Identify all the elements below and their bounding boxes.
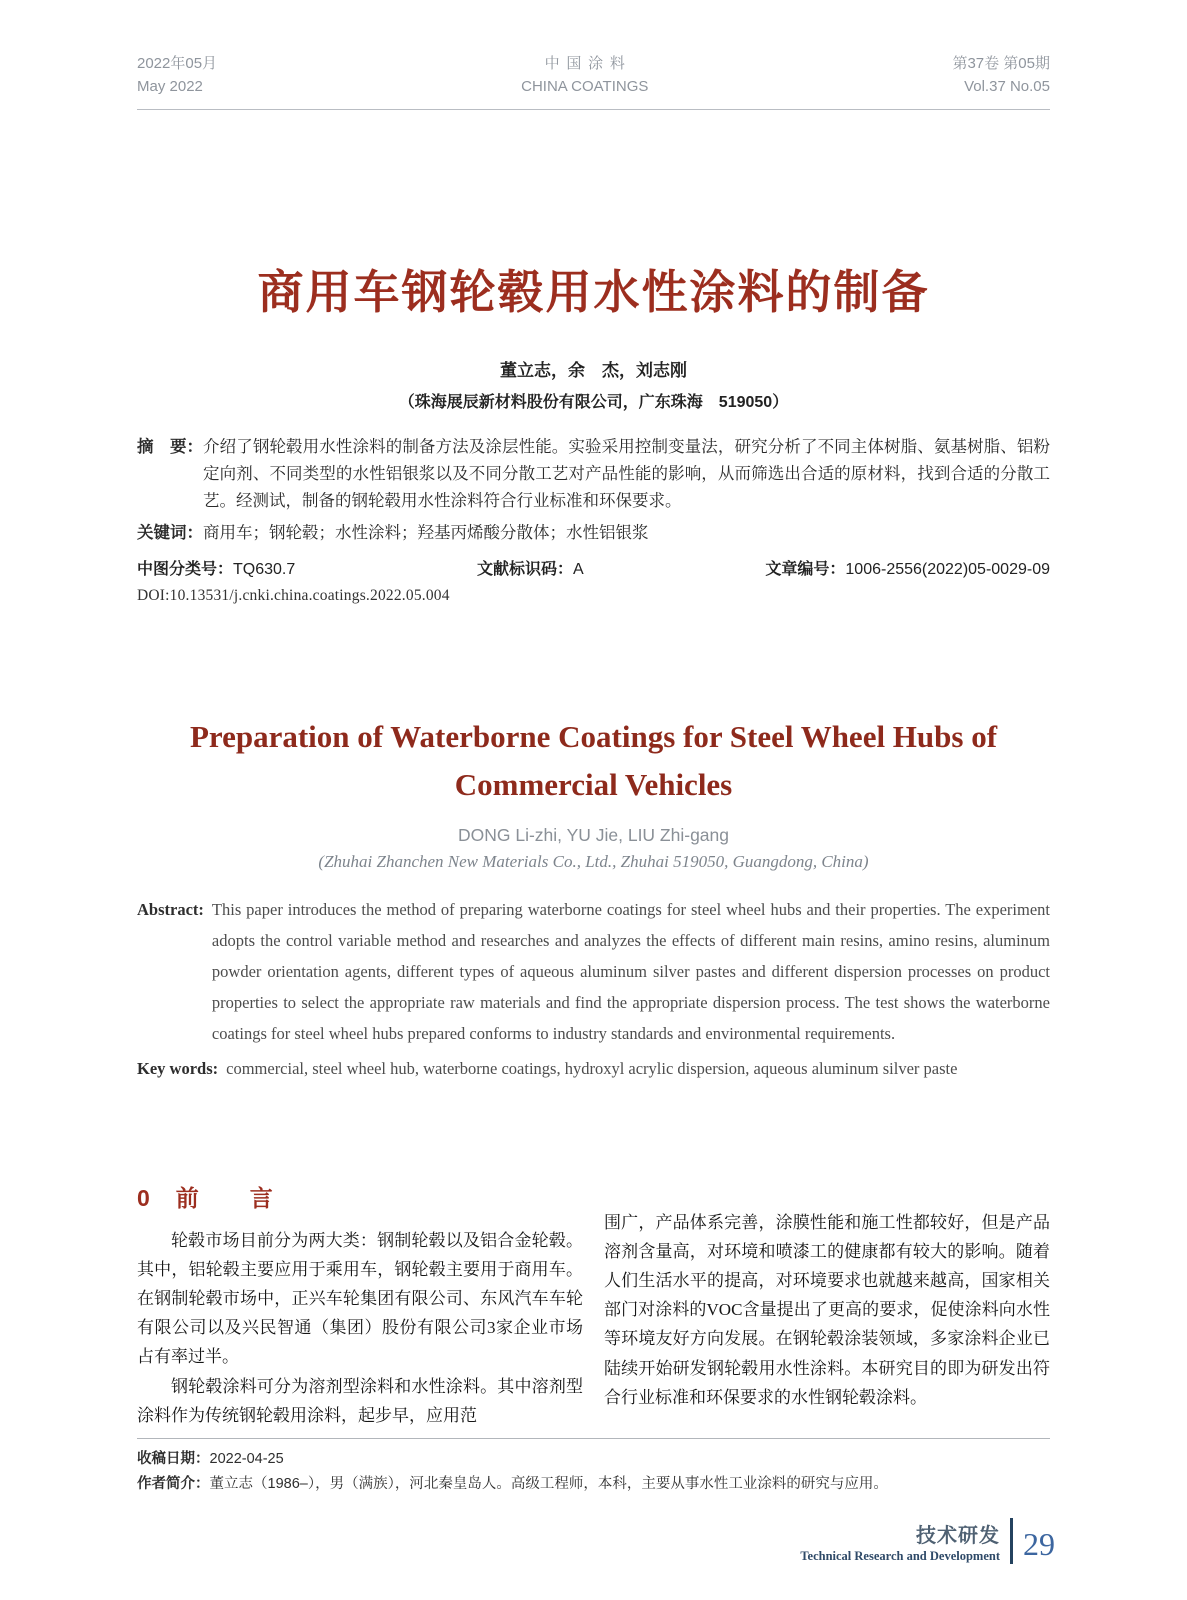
author-bio-label: 作者简介： (137, 1475, 210, 1492)
header-date-en: May 2022 (137, 78, 203, 96)
article-id-label: 文章编号： (765, 561, 846, 578)
clc-label: 中图分类号： (137, 561, 234, 578)
received-date (137, 1447, 1050, 1472)
doc-code (477, 556, 584, 579)
keywords-cn-label: 关键词： (137, 523, 203, 542)
journal-name-en: CHINA COATINGS (521, 78, 649, 96)
keywords-en (137, 1053, 1050, 1084)
doc-code-label: 文献标识码： (476, 561, 573, 578)
author-bio-value: 董立志（1986–），男（满族），河北秦皇岛人。高级工程师，本科，主要从事水性工业涂料的研究与应用。 (209, 1475, 888, 1492)
abstract-en (137, 894, 1050, 1049)
body-paragraph: 轮毂市场目前分为两大类：钢制轮毂以及铝合金轮毂。其中，铝轮毂主要应用于乘用车，钢轮毂主要用于商用车。在钢制轮毂市场中，正兴车轮集团有限公司、东风汽车车轮有限公司以及兴民智通（集团）股份有限公司3家企业市场占有率过半。 (137, 1231, 583, 1367)
footer-divider (1010, 1518, 1013, 1564)
body-paragraph: 围广，产品体系完善，涂膜性能和施工性都较好，但是产品溶剂含量高，对环境和喷漆工的健康都有较大的影响。随着人们生活水平的提高，对环境要求也就越来越高，国家相关部门对涂料的VOC含量提出了更高的要求，促使涂料向水性等环境友好方向发展。在钢轮毂涂装领域，多家涂料企业已陆续开始研发钢轮毂用水性涂料。本研究目的即为研发出符合行业标准和环保要求的水性钢轮毂涂料。 (604, 1213, 1050, 1407)
body-paragraph: 钢轮毂涂料可分为溶剂型涂料和水性涂料。其中溶剂型涂料作为传统钢轮毂用涂料，起步早，应用范 (137, 1376, 583, 1425)
header-date (137, 52, 217, 99)
doc-code-value: A (573, 561, 584, 578)
header-journal (521, 52, 648, 99)
section-heading-0 (137, 1180, 583, 1213)
section-number: 0 (137, 1185, 150, 1212)
article-title-cn: 商用车钢轮毂用水性涂料的制备 (257, 265, 930, 318)
footnote (137, 1438, 1050, 1497)
abstract-cn-text: 介绍了钢轮毂用水性涂料的制备方法及涂层性能。实验采用控制变量法，研究分析了不同主体树脂、氨基树脂、铝粉定向剂、不同类型的水性铝银浆以及不同分散工艺对产品性能的影响，从而筛选出合适的原材料，找到合适的分散工艺。经测试，制备的钢轮毂用水性涂料符合行业标准和环保要求。 (203, 437, 1050, 511)
affiliation-en: (Zhuhai Zhanchen New Materials Co., Ltd., Zhuhai 519050, Guangdong, China) (318, 852, 869, 872)
article-id (765, 556, 1050, 579)
doi: DOI:10.13531/j.cnki.china.coatings.2022.05.004 (137, 587, 450, 604)
header-issue-en: Vol.37 No.05 (964, 78, 1050, 96)
footer-section (800, 1519, 1000, 1564)
article-id-value: 1006-2556(2022)05-0029-09 (845, 561, 1050, 578)
journal-header (137, 0, 1050, 110)
abstract-en-label: Abstract: (137, 900, 204, 920)
header-date-cn: 2022年05月 (137, 55, 218, 72)
article-title-en: Preparation of Waterborne Coatings for Steel Wheel Hubs of Commercial Vehicles (189, 719, 998, 803)
footer-section-cn: 技术研发 (916, 1524, 1000, 1547)
clc-number (137, 556, 295, 579)
keywords-en-text: commercial, steel wheel hub, waterborne coatings, hydroxyl acrylic dispersion, aqueous aluminum silver paste (226, 1059, 958, 1079)
authors-cn: 董立志，余 杰，刘志刚 (500, 360, 687, 380)
section-title: 前 言 (175, 1185, 287, 1212)
abstract-cn (137, 434, 1050, 516)
page-footer (800, 1518, 1055, 1564)
affiliation-cn: （珠海展辰新材料股份有限公司，广东珠海 519050） (398, 393, 789, 411)
footer-section-en: Technical Research and Development (800, 1548, 1000, 1563)
abstract-en-text: This paper introduces the method of preparing waterborne coatings for steel wheel hubs and their properties. The experiment adopts the control variable method and researches and analyzes the effects of different main resins, amino resins, aluminum powder orientation agents, different types of aqueous aluminum silver pastes and different dispersion processes on product properties to select the appropriate raw materials and find the appropriate dispersion process. The test shows the waterborne coatings for steel wheel hubs prepared conforms to industry standards and environmental requirements. (211, 900, 1050, 1044)
journal-name-cn: 中国涂料 (544, 55, 632, 72)
keywords-en-label: Key words: (137, 1059, 219, 1079)
page-number: 29 (1023, 1526, 1055, 1562)
author-bio (137, 1472, 1050, 1497)
article-body (137, 1180, 1050, 1429)
keywords-cn-text: 商用车；钢轮毂；水性涂料；羟基丙烯酸分散体；水性铝银浆 (203, 523, 649, 542)
body-column-left (137, 1180, 583, 1429)
keywords-cn (137, 520, 1050, 547)
clc-value: TQ630.7 (233, 561, 296, 578)
header-issue-cn: 第37卷 第05期 (952, 55, 1050, 72)
abstract-cn-label: 摘 要： (137, 437, 203, 456)
authors-en: DONG Li-zhi, YU Jie, LIU Zhi-gang (457, 825, 730, 846)
received-date-label: 收稿日期： (137, 1450, 210, 1467)
body-column-right (604, 1180, 1050, 1429)
classification-row (137, 556, 1050, 579)
received-date-value: 2022-04-25 (209, 1450, 284, 1467)
header-issue (952, 52, 1050, 99)
